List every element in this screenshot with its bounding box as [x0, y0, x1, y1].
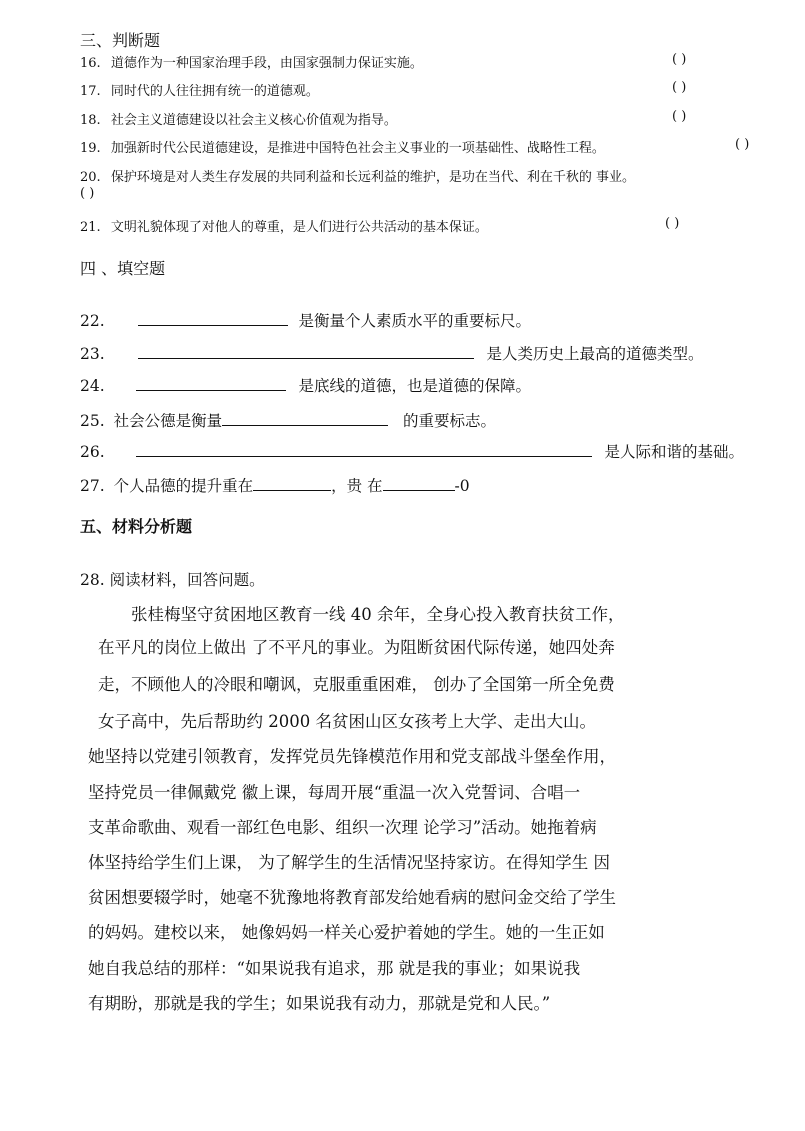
section3-title: 三、判断题 — [80, 31, 161, 50]
item-text: 保护环境是对人类生存发展的共同利益和长远利益的维护，是功在当代、利在千秋的 事业。 — [110, 170, 635, 185]
passage-line: 的妈妈。建校以来， 她像妈妈一样关心爱护着她的学生。她的一生正如 — [88, 923, 605, 942]
section4-title: 四 、填空题 — [80, 259, 166, 278]
passage-line: 体坚持给学生们上课， 为了解学生的生活情况坚持家访。在得知学生 因 — [88, 853, 610, 872]
fill-item-25 — [80, 409, 496, 431]
answer-blank[interactable] — [136, 375, 286, 391]
question-28: 28. 阅读材料，回答问题。 — [80, 571, 265, 589]
answer-blank[interactable] — [253, 475, 331, 491]
passage-line: 女子高中，先后帮助约 2000 名贫困山区女孩考上大学、走出大山。 — [98, 712, 596, 731]
answer-blank[interactable] — [222, 410, 388, 426]
item-number: 25. — [80, 412, 105, 430]
fill-item-24 — [80, 374, 531, 396]
item-number: 21. — [80, 220, 101, 235]
answer-paren[interactable]: ( ) — [80, 186, 95, 201]
answer-paren[interactable]: ( ) — [672, 80, 687, 95]
item-number: 19. — [80, 141, 101, 156]
answer-paren[interactable]: ( ) — [672, 109, 687, 124]
answer-blank[interactable] — [138, 343, 474, 359]
item-16 — [80, 52, 423, 71]
item-end: -0 — [454, 477, 470, 495]
passage-line: 张桂梅坚守贫困地区教育一线 40 余年，全身心投入教育扶贫工作， — [131, 605, 625, 624]
passage-line: 在平凡的岗位上做出 了不平凡的事业。为阻断贫困代际传递，她四处奔 — [98, 638, 615, 657]
item-mid: ，贵 在 — [331, 477, 383, 495]
answer-paren[interactable]: ( ) — [672, 52, 687, 67]
item-number: 24. — [80, 377, 105, 395]
item-text: 是人类历史上最高的道德类型。 — [486, 345, 704, 363]
section5-title: 五、材料分析题 — [80, 517, 193, 536]
passage-line: 她坚持以党建引领教育，发挥党员先锋模范作用和党支部战斗堡垒作用， — [88, 747, 616, 766]
answer-blank[interactable] — [383, 475, 455, 491]
item-number: 23. — [80, 345, 105, 363]
item-number: 20. — [80, 170, 101, 185]
passage-line: 贫困想要辍学时，她毫不犹豫地将教育部发给她看病的慰问金交给了学生 — [88, 888, 616, 907]
passage-line: 坚持党员一律佩戴党 徽上课，每周开展“重温一次入党誓词、合唱一 — [88, 783, 581, 802]
item-text: 是人际和谐的基础。 — [604, 443, 745, 461]
item-text: 文明礼貌体现了对他人的尊重，是人们进行公共活动的基本保证。 — [110, 220, 488, 235]
fill-item-26 — [80, 440, 744, 462]
item-text: 社会主义道德建设以社会主义核心价值观为指导。 — [110, 113, 397, 128]
item-text: 道德作为一种国家治理手段，由国家强制力保证实施。 — [110, 56, 423, 71]
item-18 — [80, 109, 397, 128]
item-text: 同时代的人往往拥有统一的道德观。 — [110, 84, 319, 99]
answer-paren[interactable]: ( ) — [665, 216, 680, 231]
item-20 — [80, 166, 635, 185]
item-number: 17. — [80, 84, 101, 99]
passage-line: 她自我总结的那样：“如果说我有追求，那 就是我的事业；如果说我 — [88, 959, 581, 978]
passage-line: 走，不顾他人的冷眼和嘲讽，克服重重困难， 创办了全国第一所全免费 — [98, 675, 615, 694]
fill-item-23 — [80, 342, 704, 364]
answer-paren[interactable]: ( ) — [735, 137, 750, 152]
item-pre: 社会公德是衡量 — [113, 412, 223, 430]
item-number: 18. — [80, 113, 101, 128]
answer-blank[interactable] — [136, 441, 592, 457]
item-text: 是衡量个人素质水平的重要标尺。 — [298, 312, 532, 330]
item-number: 26. — [80, 443, 105, 461]
item-text: 加强新时代公民道德建设，是推进中国特色社会主义事业的一项基础性、战略性工程。 — [110, 141, 605, 156]
item-number: 22. — [80, 312, 105, 330]
fill-item-22 — [80, 309, 531, 331]
item-text: 的重要标志。 — [403, 412, 497, 430]
passage-line: 有期盼，那就是我的学生；如果说我有动力，那就是党和人民。” — [88, 994, 551, 1013]
item-number: 27. — [80, 477, 105, 495]
answer-blank[interactable] — [138, 310, 288, 326]
item-17 — [80, 80, 319, 99]
item-text: 是底线的道德，也是道德的保障。 — [298, 377, 532, 395]
item-21 — [80, 216, 488, 235]
item-pre: 个人品德的提升重在 — [113, 477, 254, 495]
item-number: 16. — [80, 56, 101, 71]
passage-line: 支革命歌曲、观看一部红色电影、组织一次理 论学习”活动。她拖着病 — [88, 818, 597, 837]
item-19 — [80, 137, 605, 156]
fill-item-27 — [80, 474, 470, 496]
